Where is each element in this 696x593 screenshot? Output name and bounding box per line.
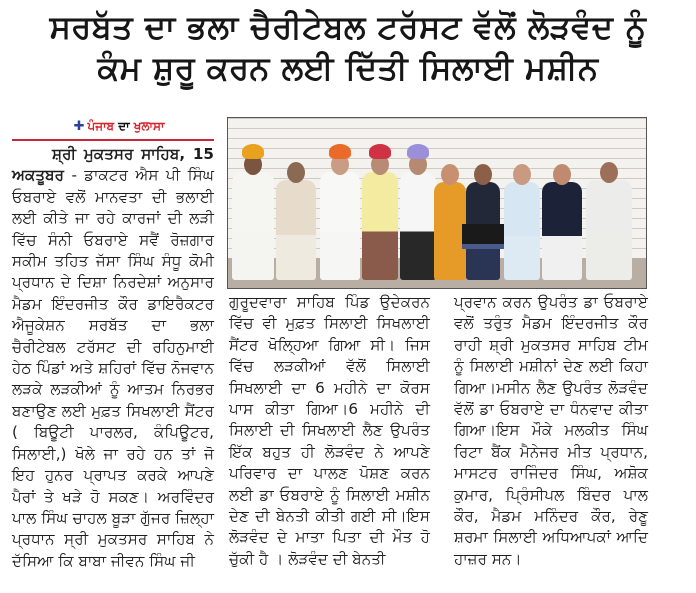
- person-figure: [586, 180, 632, 280]
- person-figure: [362, 172, 398, 280]
- section-kicker: [24, 118, 214, 135]
- person-figure: [504, 182, 540, 280]
- person-figure: [542, 182, 582, 280]
- person-head: [287, 162, 305, 183]
- person-head: [600, 162, 618, 183]
- headline-line-2: ਕੰਮ ਸ਼ੁਰੂ ਕਰਨ ਲਈ ਦਿੱਤੀ ਸਿਲਾਈ ਮਸ਼ੀਨ: [97, 49, 599, 87]
- headline-line-1: ਸਰਬੱਤ ਦਾ ਭਲਾ ਚੈਰੀਟੇਬਲ ਟਰੱਸਟ ਵੱਲੋਂ ਲੋੜਵੰਦ ਨੂੰ: [49, 8, 647, 46]
- article-column-2: [229, 292, 430, 570]
- person-figure: [276, 180, 316, 280]
- kicker-word-da: ਦਾ: [118, 119, 130, 133]
- person-head: [441, 164, 459, 185]
- person-figure: [232, 172, 274, 280]
- person-figure: [400, 172, 436, 280]
- plus-icon: ✚: [73, 119, 85, 134]
- kicker-word-punjab: ਪੰਜਾਬ: [87, 119, 115, 133]
- article-body-col1: - ਡਾਕਟਰ ਐਸ ਪੀ ਸਿੰਘ ਓਬਰਾਏ ਵਲੋਂ ਮਾਨਵਤਾ ਦੀ ਭਲਾਈ ਲਈ ਕੀਤੇ ਜਾ ਰਹੇ ਕਾਰਜਾਂ ਦੀ ਲੜੀ ਵਿੱਚ ਸੰਨੀ ਓਬਰਾਏ ਸਵੈਂ ਰੋਜ਼ਗਾਰ ਸਕੀਮ ਤਹਿਤ ਜੱਸਾ ਸਿੰਘ ਸੰਧੂ ਕੋਮੀ ਪ੍ਰਧਾਨ ਦੇ ਦਿਸ਼ਾ ਨਿਰਦੇਸ਼ਾਂ ਅਨੁਸਾਰ ਮੈਡਮ ਇੰਦਰਜੀਤ ਕੌਰ ਡਾਇਰੈਕਟਰ ਐਜੂਕੇਸ਼ਨ ਸਰਬੱਤ ਦਾ ਭਲਾ ਚੈਰੀਟੇਬਲ ਟਰੱਸਟ ਦੀ ਰਹਿਨੁਮਾਈ ਹੇਠ ਪਿੰਡਾਂ ਅਤੇ ਸ਼ਹਿਰਾਂ ਵਿੱਚ ਨੋਜਵਾਨ ਲੜਕੇ ਲੜਕੀਆਂ ਨੂੰ ਆਤਮ ਨਿਰਭਰ ਬਣਾਉਣ ਲਈ ਮੁਫ਼ਤ ਸਿਖਲਾਈ ਸੈਂਟਰ ( ਬਿਊਟੀ ਪਾਰਲਰ, ਕੰਪਿਊਟਰ, ਸਿਲਾਈ,) ਖੋਲੇ ਜਾ ਰਹੇ ਹਨ ਤਾਂ ਜੋ ਇਹ ਹੁਨਰ ਪ੍ਰਾਪਤ ਕਰਕੇ ਆਪਣੇ ਪੈਰਾਂ ਤੇ ਖੜੇ ਹੋ ਸਕਣ। ਅਰਵਿੰਦਰ ਪਾਲ ਸਿੰਘ ਚਾਹਲ ਬੂੜਾ ਗੁੱਜਰ ਜ਼ਿਲ੍ਹਾ ਪ੍ਰਧਾਨ ਸ੍ਰੀ ਮੁਕਤਸਰ ਸਾਹਿਬ ਨੇ ਦੱਸਿਆ ਕਿ ਬਾਬਾ ਜੀਵਨ ਸਿੰਘ ਜੀ: [12, 166, 214, 570]
- article-column-3: [454, 292, 648, 570]
- person-head: [474, 164, 492, 185]
- kicker-divider: [12, 139, 214, 141]
- turban: [407, 144, 429, 159]
- article-column-1: [12, 144, 214, 572]
- person-head: [513, 164, 531, 185]
- article-body-col2: ਗੁਰੂਦਵਾਰਾ ਸਾਹਿਬ ਪਿੰਡ ਉਦੇਕਰਨ ਵਿੱਚ ਵੀ ਮੁਫ਼ਤ ਸਿਲਾਈ ਸਿਖਲਾਈ ਸੈਂਟਰ ਖੋਲ੍ਹਿਆ ਗਿਆ ਸੀ। ਜਿਸ ਵਿੱਚ ਲੜਕੀਆਂ ਵੱਲੋਂ ਸਿਲਾਈ ਸਿਖਲਾਈ ਦਾ 6 ਮਹੀਨੇ ਦਾ ਕੋਰਸ ਪਾਸ ਕੀਤਾ ਗਿਆ।6 ਮਹੀਨੇ ਦੀ ਸਿਲਾਈ ਦੀ ਸਿਖਲਾਈ ਲੈਣ ਉਪਰੰਤ ਇੱਕ ਬਹੁਤ ਹੀ ਲੋੜਵੰਦ ਨੇ ਆਪਣੇ ਪਰਿਵਾਰ ਦਾ ਪਾਲਣ ਪੋਸ਼ਣ ਕਰਨ ਲਈ ਡਾ ਓਬਰਾਏ ਨੂੰ ਸਿਲਾਈ ਮਸ਼ੀਨ ਦੇਣ ਦੀ ਬੇਨਤੀ ਕੀਤੀ ਗਈ ਸੀ।ਇਸ ਲੋੜਵੰਦ ਦੇ ਮਾਤਾ ਪਿਤਾ ਦੀ ਮੌਤ ਹੋ ਚੁੱਕੀ ਹੈ । ਲੋੜਵੰਦ ਦੀ ਬੇਨਤੀ: [229, 293, 430, 568]
- kicker-word-khulasa: ਖੁਲਾਸਾ: [133, 119, 165, 133]
- turban: [242, 144, 264, 159]
- news-photo: [227, 117, 647, 289]
- person-head: [553, 164, 571, 185]
- headline: [0, 6, 696, 88]
- person-figure: [320, 172, 360, 280]
- turban: [329, 144, 351, 159]
- sewing-machine: [462, 224, 510, 249]
- turban: [369, 144, 391, 159]
- dateline: ਸ਼੍ਰੀ ਮੁਕਤਸਰ ਸਾਹਿਬ, 15 ਅਕਤੂਬਰ: [12, 145, 214, 185]
- article-body-col3: ਪ੍ਰਵਾਨ ਕਰਨ ਉਪਰੰਤ ਡਾ ਓਬਰਾਏ ਵਲੋਂ ਤਰੁੰਤ ਮੈਡਮ ਇੰਦਰਜੀਤ ਕੌਰ ਰਾਹੀ ਸ਼੍ਰੀ ਮੁਕਤਸਰ ਸਾਹਿਬ ਟੀਮ ਨੂੰ ਸਿਲਾਈ ਮਸ਼ੀਨਾਂ ਦੇਣ ਲਈ ਕਿਹਾ ਗਿਆ।ਮਸੀਨ ਲੈਣ ਉਪਰੰਤ ਲੋੜਵੰਦ ਵੱਲੋਂ ਡਾ ਓਬਰਾਏ ਦਾ ਧੰਨਵਾਦ ਕੀਤਾ ਗਿਆ।ਇਸ ਮੌਕੇ ਮਲਕੀਤ ਸਿੰਘ ਰਿਟਾ ਬੈਂਕ ਮੈਨੇਜਰ ਮੀਤ ਪ੍ਰਧਾਨ, ਮਾਸਟਰ ਰਾਜਿੰਦਰ ਸਿੰਘ, ਅਸ਼ੋਕ ਕੁਮਾਰ, ਪ੍ਰਿੰਸੀਪਲ ਬਿੰਦਰ ਪਾਲ ਕੌਰ, ਮੈਡਮ ਮਨਿੰਦਰ ਕੌਰ, ਰੇਣੂ ਸ਼ਰਮਾ ਸਿਲਾਈ ਅਧਿਆਪਕਾਂ ਆਦਿ ਹਾਜ਼ਰ ਸਨ।: [454, 293, 648, 568]
